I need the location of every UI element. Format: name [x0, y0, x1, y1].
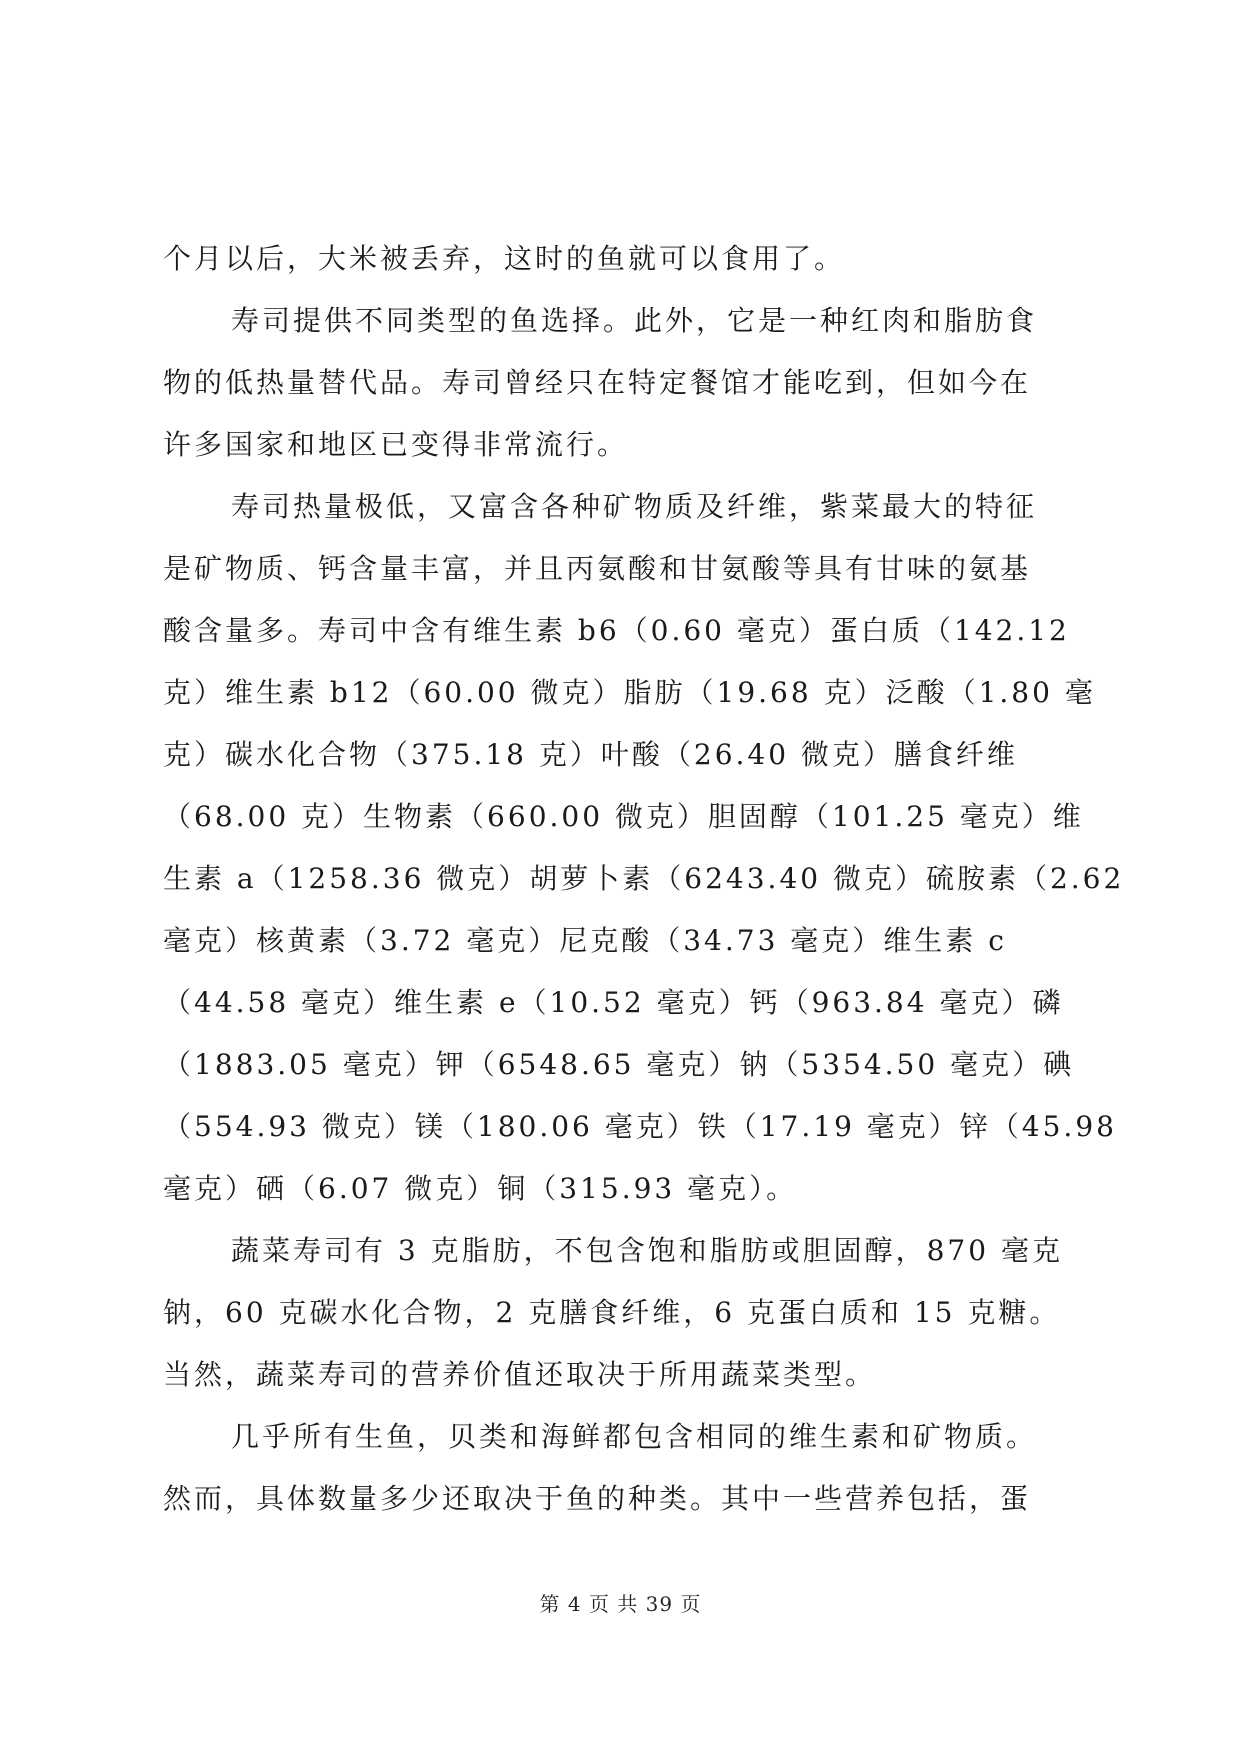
text-line: 毫克）硒（6.07 微克）铜（315.93 毫克）。	[163, 1172, 798, 1205]
text-line: 是矿物质、钙含量丰富，并且丙氨酸和甘氨酸等具有甘味的氨基	[163, 552, 1032, 585]
paragraph-1	[163, 228, 1083, 290]
paragraph-3	[163, 476, 1125, 1220]
text-line: 蔬菜寿司有 3 克脂肪，不包含饱和脂肪或胆固醇，870 毫克	[231, 1234, 1063, 1267]
paragraph-5	[163, 1406, 1083, 1530]
text-line: 物的低热量替代品。寿司曾经只在特定餐馆才能吃到，但如今在	[163, 366, 1032, 399]
text-line: 克）碳水化合物（375.18 克）叶酸（26.40 微克）膳食纤维	[163, 738, 1018, 771]
paragraph-2	[163, 290, 1083, 476]
text-line: 钠，60 克碳水化合物，2 克膳食纤维，6 克蛋白质和 15 克糖。	[163, 1296, 1061, 1329]
paragraph-4	[163, 1220, 1083, 1406]
text-line: 几乎所有生鱼，贝类和海鲜都包含相同的维生素和矿物质。	[231, 1420, 1038, 1453]
text-line: 克）维生素 b12（60.00 微克）脂肪（19.68 克）泛酸（1.80 毫	[163, 676, 1096, 709]
document-body	[163, 228, 1125, 1530]
text-line: （554.93 微克）镁（180.06 毫克）铁（17.19 毫克）锌（45.98	[163, 1110, 1117, 1143]
text-line: 酸含量多。寿司中含有维生素 b6（0.60 毫克）蛋白质（142.12	[163, 614, 1070, 647]
text-line: （68.00 克）生物素（660.00 微克）胆固醇（101.25 毫克）维	[163, 800, 1084, 833]
text-line: 许多国家和地区已变得非常流行。	[163, 428, 629, 461]
text-line: 生素 a（1258.36 微克）胡萝卜素（6243.40 微克）硫胺素（2.62	[163, 862, 1125, 895]
text-line: 然而，具体数量多少还取决于鱼的种类。其中一些营养包括，蛋	[163, 1482, 1032, 1515]
page-number-footer: 第 4 页 共 39 页	[539, 1592, 702, 1616]
text-line: 个月以后，大米被丢弃，这时的鱼就可以食用了。	[163, 242, 846, 275]
text-line: 毫克）核黄素（3.72 毫克）尼克酸（34.73 毫克）维生素 c	[163, 924, 1007, 957]
text-line: （1883.05 毫克）钾（6548.65 毫克）钠（5354.50 毫克）碘	[163, 1048, 1075, 1081]
text-line: 寿司热量极低，又富含各种矿物质及纤维，紫菜最大的特征	[231, 490, 1038, 523]
text-line: 当然，蔬菜寿司的营养价值还取决于所用蔬菜类型。	[163, 1358, 877, 1391]
text-line: （44.58 毫克）维生素 e（10.52 毫克）钙（963.84 毫克）磷	[163, 986, 1064, 1019]
text-line: 寿司提供不同类型的鱼选择。此外，它是一种红肉和脂肪食	[231, 304, 1038, 337]
